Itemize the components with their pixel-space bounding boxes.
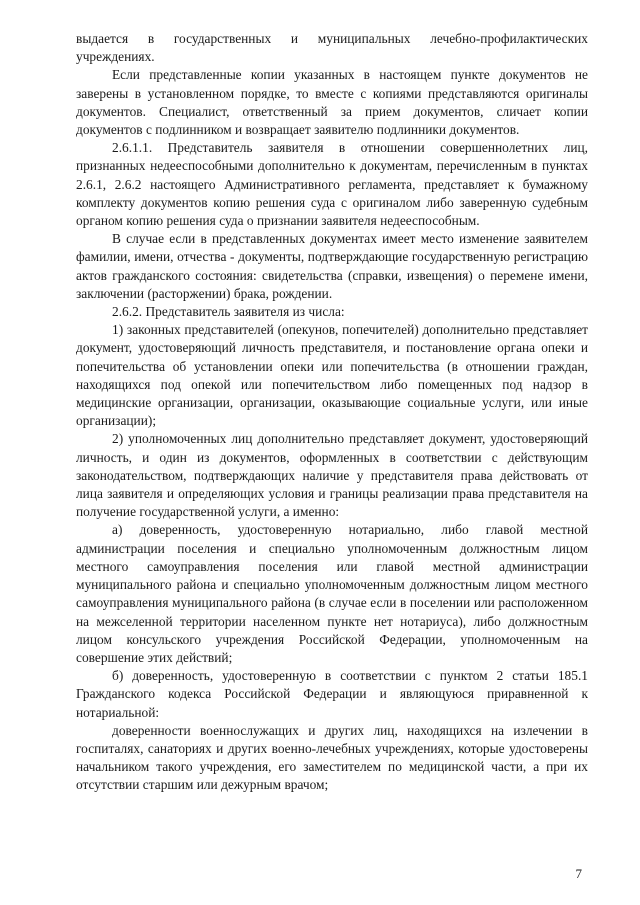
paragraph-5: 2.6.2. Представитель заявителя из числа:	[112, 304, 345, 320]
paragraph-7: 2) уполномоченных лиц дополнительно представляет документ, удостоверяющий личность, и один из документов, оформленных в соответствии с действующим законодательством, подтверждающих наличие у представителя права действовать от лица заявителя и определяющих условия и границы реализации права представителя на получение государственной услуги, а именно:	[76, 431, 588, 520]
paragraph-10: доверенности военнослужащих и других лиц, находящихся на излечении в госпиталях, санаториях и других военно-лечебных учреждениях, которые удостоверены начальником такого учреждения, его заместителем по медицинской части, а при их отсутствии старшим или дежурным врачом;	[76, 722, 588, 793]
paragraph-3: 2.6.1.1. Представитель заявителя в отношении совершеннолетних лиц, признанных недееспособными дополнительно к документам, перечисленным в пунктах 2.6.1, 2.6.2 настоящего Административного регламента, представляет к бумажному комплекту документов копию решения суда с оригиналом либо заверенную судебным органом копию решения суда о признании заявителя недееспособным.	[76, 140, 588, 229]
paragraph-2: Если представленные копии указанных в настоящем пункте документов не заверены в установленном порядке, то вместе с копиями представляются оригиналы документов. Специалист, ответственный за прием документов, сличает копии документов с подлинником и возвращает заявителю подлинники документов.	[76, 67, 588, 138]
paragraph-1: выдается в государственных и муниципальных лечебно-профилактических учреждениях.	[76, 31, 588, 65]
paragraph-8: а) доверенность, удостоверенную нотариально, либо главой местной администрации поселения и специально уполномоченным должностным лицом местного самоуправления поселения или главой местной администрации муниципального района и специально уполномоченным должностным лицом местного самоуправления муниципального района (в случае если в поселении или расположенном на межселенной территории населенном пункте нет нотариуса), либо должностным лицом консульского учреждения Российской Федерации, уполномоченным на совершение этих действий;	[76, 522, 588, 665]
paragraph-6: 1) законных представителей (опекунов, попечителей) дополнительно представляет документ, удостоверяющий личность представителя, и постановление органа опеки и попечительства об установлении опеки или попечительства (в отношении граждан, находящихся под опекой или попечительством либо помещенных под надзор в медицинские организации, организации, оказывающие социальные услуги, или иные организации);	[76, 322, 588, 429]
paragraph-9: б) доверенность, удостоверенную в соответствии с пунктом 2 статьи 185.1 Гражданского кодекса Российской Федерации и являющуюся приравненной к нотариальной:	[76, 668, 588, 720]
document-body	[76, 30, 588, 795]
page-number: 7	[575, 866, 582, 881]
paragraph-4: В случае если в представленных документах имеет место изменение заявителем фамилии, имени, отчества - документы, подтверждающие государственную регистрацию актов гражданского состояния: свидетельства (справки, извещения) о перемене имени, заключении (расторжении) брака, рождении.	[76, 231, 588, 301]
